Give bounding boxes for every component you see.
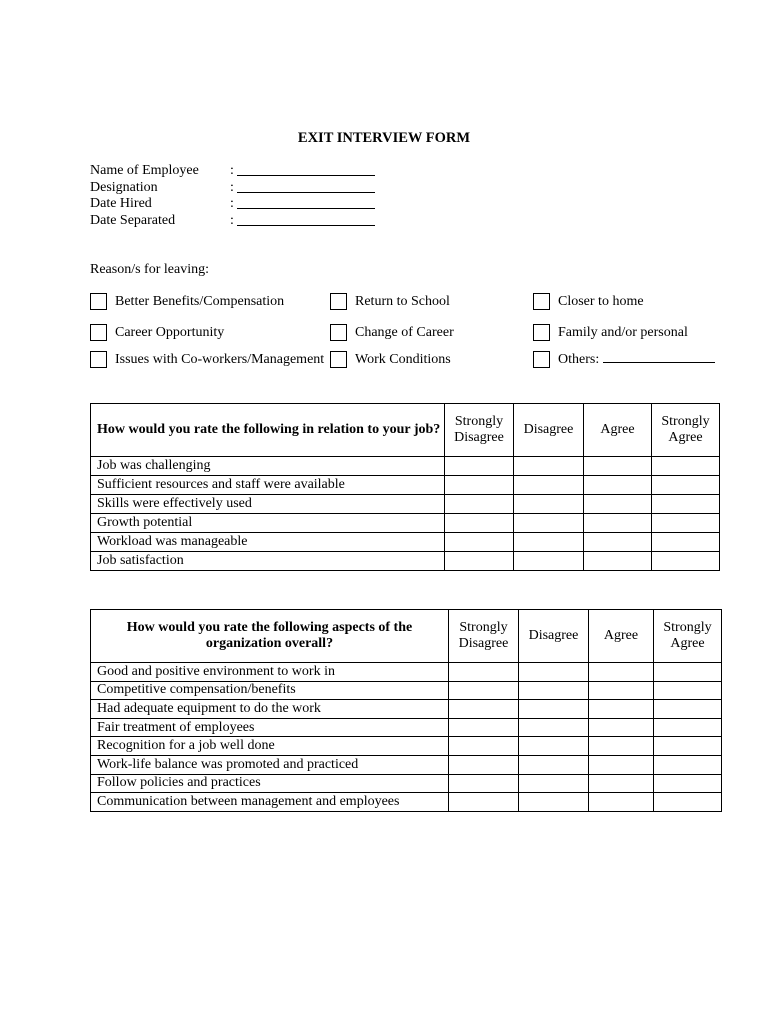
rating-cell[interactable] — [519, 737, 589, 756]
rating-cell[interactable] — [589, 755, 654, 774]
table-row — [91, 663, 722, 682]
reason-work-conditions[interactable] — [330, 351, 451, 368]
form-title: EXIT INTERVIEW FORM — [297, 130, 471, 146]
rating-cell[interactable] — [654, 700, 722, 719]
checkbox-label: Return to School — [355, 293, 450, 309]
table-row — [91, 552, 720, 571]
table-row — [91, 457, 720, 476]
rating-cell[interactable] — [584, 495, 652, 514]
organization-rating-table — [90, 609, 722, 812]
checkbox-label: Others: — [558, 351, 600, 367]
rating-cell[interactable] — [514, 495, 584, 514]
table-row — [91, 718, 722, 737]
table-row — [91, 681, 722, 700]
rating-cell[interactable] — [654, 737, 722, 756]
rating-cell[interactable] — [652, 495, 720, 514]
rating-cell[interactable] — [519, 718, 589, 737]
reason-family-personal[interactable] — [533, 324, 688, 341]
rating-cell[interactable] — [449, 793, 519, 812]
row-label: Growth potential — [91, 514, 445, 533]
job-rating-table — [90, 403, 720, 571]
designation-blank[interactable] — [237, 192, 375, 193]
row-label: Fair treatment of employees — [91, 718, 449, 737]
table-row — [91, 737, 722, 756]
checkbox-label: Better Benefits/Compensation — [115, 293, 285, 309]
table-row — [91, 495, 720, 514]
rating-cell[interactable] — [519, 774, 589, 793]
rating-cell[interactable] — [445, 495, 514, 514]
checkbox-label: Work Conditions — [355, 351, 451, 367]
reason-better-benefits[interactable] — [90, 293, 284, 310]
checkbox[interactable] — [330, 351, 347, 368]
table-row — [91, 700, 722, 719]
rating-cell[interactable] — [445, 514, 514, 533]
rating-cell[interactable] — [519, 700, 589, 719]
column-header: Strongly Disagree — [449, 610, 519, 663]
rating-cell[interactable] — [445, 476, 514, 495]
column-header: Agree — [589, 610, 654, 663]
rating-cell[interactable] — [589, 793, 654, 812]
rating-cell[interactable] — [514, 476, 584, 495]
rating-cell[interactable] — [519, 681, 589, 700]
rating-cell[interactable] — [584, 533, 652, 552]
table-row — [91, 793, 722, 812]
rating-cell[interactable] — [514, 457, 584, 476]
rating-cell[interactable] — [654, 793, 722, 812]
row-label: Recognition for a job well done — [91, 737, 449, 756]
row-label: Job satisfaction — [91, 552, 445, 571]
field-label: Date Hired — [90, 196, 152, 212]
table-header-row — [91, 610, 722, 663]
checkbox[interactable] — [533, 293, 550, 310]
field-colon: : — [230, 212, 234, 228]
table-question: How would you rate the following in relation to your job? — [91, 404, 445, 457]
checkbox[interactable] — [533, 324, 550, 341]
column-header: Disagree — [514, 404, 584, 457]
rating-cell[interactable] — [449, 681, 519, 700]
row-label: Competitive compensation/benefits — [91, 681, 449, 700]
field-colon: : — [230, 163, 234, 178]
reason-closer-to-home[interactable] — [533, 293, 644, 310]
table-row — [91, 533, 720, 552]
rating-cell[interactable] — [654, 755, 722, 774]
row-label: Workload was manageable — [91, 533, 445, 552]
rating-cell[interactable] — [589, 700, 654, 719]
field-label: Date Separated — [90, 212, 176, 228]
field-label: Designation — [90, 179, 158, 195]
reason-return-to-school[interactable] — [330, 293, 450, 310]
field-colon: : — [230, 196, 234, 212]
column-header: Strongly Agree — [654, 610, 722, 663]
rating-cell[interactable] — [519, 663, 589, 682]
rating-cell[interactable] — [445, 533, 514, 552]
rating-cell[interactable] — [652, 552, 720, 571]
rating-cell[interactable] — [652, 457, 720, 476]
rating-cell[interactable] — [654, 718, 722, 737]
checkbox-label: Change of Career — [355, 324, 454, 340]
rating-cell[interactable] — [654, 663, 722, 682]
date-hired-blank[interactable] — [237, 208, 375, 209]
rating-cell[interactable] — [584, 552, 652, 571]
table-row — [91, 476, 720, 495]
rating-cell[interactable] — [514, 533, 584, 552]
rating-cell[interactable] — [589, 718, 654, 737]
rating-cell[interactable] — [652, 514, 720, 533]
reason-others[interactable] — [533, 351, 715, 368]
rating-cell[interactable] — [589, 737, 654, 756]
column-header: Strongly Disagree — [445, 404, 514, 457]
checkbox[interactable] — [330, 324, 347, 341]
row-label: Good and positive environment to work in — [91, 663, 449, 682]
checkbox-label: Family and/or personal — [558, 324, 688, 340]
reason-issues-coworkers[interactable] — [90, 351, 324, 368]
rating-cell[interactable] — [589, 774, 654, 793]
rating-cell[interactable] — [445, 457, 514, 476]
row-label: Job was challenging — [91, 457, 445, 476]
column-header: Agree — [584, 404, 652, 457]
rating-cell[interactable] — [584, 514, 652, 533]
rating-cell[interactable] — [449, 718, 519, 737]
rating-cell[interactable] — [589, 681, 654, 700]
rating-cell[interactable] — [584, 457, 652, 476]
rating-cell[interactable] — [519, 793, 589, 812]
rating-cell[interactable] — [514, 552, 584, 571]
row-label: Work-life balance was promoted and practiced — [91, 755, 449, 774]
rating-cell[interactable] — [589, 663, 654, 682]
checkbox[interactable] — [90, 293, 107, 310]
rating-cell[interactable] — [449, 755, 519, 774]
checkbox-label: Issues with Co-workers/Management — [115, 351, 325, 367]
checkbox-label: Career Opportunity — [115, 324, 225, 340]
row-label: Follow policies and practices — [91, 774, 449, 793]
rating-cell[interactable] — [445, 552, 514, 571]
checkbox-label: Closer to home — [558, 293, 644, 309]
checkbox[interactable] — [90, 351, 107, 368]
rating-cell[interactable] — [652, 533, 720, 552]
date-separated-blank[interactable] — [237, 225, 375, 226]
reason-change-of-career[interactable] — [330, 324, 454, 341]
name-of-employee-blank[interactable] — [237, 175, 375, 176]
rating-cell[interactable] — [514, 514, 584, 533]
rating-cell[interactable] — [519, 755, 589, 774]
rating-cell[interactable] — [449, 737, 519, 756]
others-blank[interactable] — [603, 362, 715, 363]
row-label: Skills were effectively used — [91, 495, 445, 514]
table-question: How would you rate the following aspects of the organization overall? — [91, 610, 449, 663]
rating-cell[interactable] — [652, 476, 720, 495]
column-header: Disagree — [519, 610, 589, 663]
table-row — [91, 774, 722, 793]
field-label: Name of Employee — [90, 163, 199, 178]
rating-cell[interactable] — [449, 774, 519, 793]
row-label: Sufficient resources and staff were available — [91, 476, 445, 495]
table-row — [91, 755, 722, 774]
row-label: Communication between management and employees — [91, 793, 449, 812]
rating-cell[interactable] — [449, 663, 519, 682]
rating-cell[interactable] — [654, 774, 722, 793]
reasons-heading: Reason/s for leaving: — [90, 262, 209, 277]
table-header-row — [91, 404, 720, 457]
rating-cell[interactable] — [584, 476, 652, 495]
column-header: Strongly Agree — [652, 404, 720, 457]
rating-cell[interactable] — [654, 681, 722, 700]
row-label: Had adequate equipment to do the work — [91, 700, 449, 719]
field-colon: : — [230, 179, 234, 195]
table-row — [91, 514, 720, 533]
checkbox[interactable] — [90, 324, 107, 341]
rating-cell[interactable] — [449, 700, 519, 719]
reason-career-opportunity[interactable] — [90, 324, 224, 341]
checkbox[interactable] — [330, 293, 347, 310]
checkbox[interactable] — [533, 351, 550, 368]
